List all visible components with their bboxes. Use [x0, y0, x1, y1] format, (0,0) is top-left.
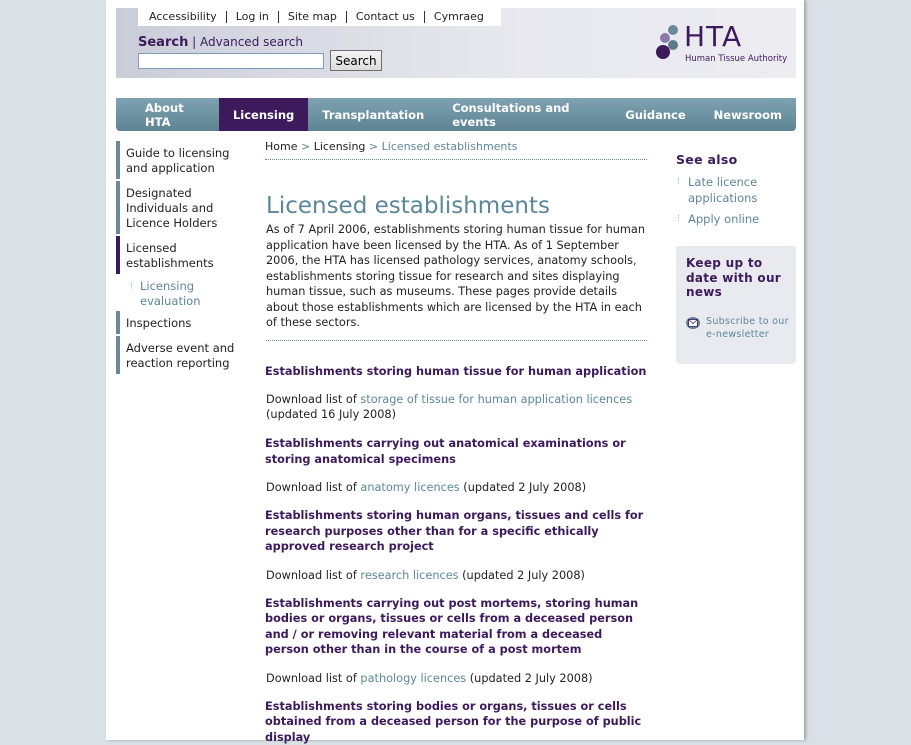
see-also-late-licence[interactable]: [676, 174, 796, 206]
hta-logo[interactable]: [654, 22, 794, 68]
nav-transplantation[interactable]: Transplantation: [308, 98, 438, 131]
login-link[interactable]: Log in: [226, 11, 278, 23]
see-also-link-label: Late licence applications: [688, 175, 757, 205]
breadcrumb-licensing[interactable]: Licensing: [314, 140, 366, 153]
see-also-link-label: Apply online: [688, 212, 759, 226]
section-heading: Establishments storing bodies or organs, tissues or cells obtained from a deceased person for the purpose of public display: [265, 699, 647, 745]
nav-about[interactable]: About HTA: [116, 98, 219, 131]
section-research: [265, 508, 647, 583]
download-line: [266, 392, 647, 422]
sidebar-item-inspections[interactable]: Inspections: [116, 311, 236, 334]
intro-text: As of 7 April 2006, establishments storing human tissue for human application have been licensed by the HTA. As of 1 September 2006, the HTA has licensed pathology services, anatomy schools, establishments storing tissue for research and sites displaying human tissue, such as museums. These pages provide details about those establishments which are licensed by the HTA in each of these sectors.: [266, 222, 647, 341]
search-divider: |: [192, 35, 196, 49]
download-link[interactable]: anatomy licences: [360, 481, 459, 494]
download-line: [266, 568, 647, 583]
sidebar-item-adverse[interactable]: Adverse event and reaction reporting: [116, 336, 236, 374]
advanced-search-link[interactable]: Advanced search: [200, 35, 303, 49]
download-prefix: Download list of: [266, 569, 357, 582]
sidebar-item-designated[interactable]: Designated Individuals and Licence Holders: [116, 181, 236, 234]
see-also-apply-online[interactable]: [676, 211, 796, 227]
download-line: [266, 480, 647, 495]
newsletter-box: [676, 246, 796, 364]
sidebar-subitem-label: Licensing evaluation: [140, 279, 201, 308]
nav-licensing[interactable]: Licensing: [219, 98, 308, 131]
hta-logo-icon: [654, 23, 682, 63]
download-link[interactable]: pathology licences: [360, 672, 466, 685]
download-prefix: Download list of: [266, 393, 357, 406]
see-also-title: See also: [676, 152, 796, 167]
nav-guidance[interactable]: Guidance: [611, 98, 699, 131]
search-button[interactable]: Search: [330, 50, 382, 71]
updated-date: (updated 2 July 2008): [470, 672, 593, 685]
nav-newsroom[interactable]: Newsroom: [700, 98, 796, 131]
subscribe-label: Subscribe to our e-newsletter: [706, 315, 791, 341]
bullet-icon: ⁝: [130, 280, 133, 295]
breadcrumb-home[interactable]: Home: [265, 140, 297, 153]
main-navigation: [116, 98, 796, 131]
search-input[interactable]: [138, 53, 324, 69]
breadcrumb-separator: >: [301, 140, 310, 153]
updated-date: (updated 2 July 2008): [463, 481, 586, 494]
search-label: [138, 35, 303, 50]
section-heading: Establishments storing human tissue for human application: [265, 364, 647, 380]
section-sidebar: [116, 141, 236, 376]
download-prefix: Download list of: [266, 672, 357, 685]
logo-name: HTA: [684, 22, 742, 52]
download-line: [266, 671, 647, 686]
updated-date: (updated 2 July 2008): [462, 569, 585, 582]
section-human-application: [265, 364, 647, 423]
download-prefix: Download list of: [266, 481, 357, 494]
accessibility-link[interactable]: Accessibility: [140, 11, 226, 23]
sidebar-item-guide[interactable]: Guide to licensing and application: [116, 141, 236, 179]
search-heading: Search: [138, 35, 188, 50]
section-anatomy: [265, 436, 647, 495]
breadcrumb-current: Licensed establishments: [382, 140, 518, 153]
breadcrumb: [265, 140, 647, 160]
newsletter-title: Keep up to date with our news: [686, 256, 788, 300]
contact-link[interactable]: Contact us: [346, 11, 424, 23]
header: [116, 8, 796, 78]
section-heading: Establishments carrying out anatomical examinations or storing anatomical specimens: [265, 436, 647, 467]
breadcrumb-separator: >: [369, 140, 378, 153]
bullet-icon: ⁝: [677, 174, 680, 190]
section-pathology: [265, 596, 647, 686]
updated-date: (updated 16 July 2008): [266, 408, 396, 421]
page: [106, 0, 804, 740]
section-heading: Establishments carrying out post mortems, storing human bodies or organs, tissues or cells from a deceased person and / or removing relevant material from a deceased person other than in the course of a post mortem: [265, 596, 647, 658]
nav-consultations[interactable]: Consultations and events: [438, 98, 611, 131]
utility-links: [138, 8, 501, 26]
logo-subtitle: Human Tissue Authority: [685, 54, 787, 64]
sidebar-item-licensed[interactable]: Licensed establishments: [116, 236, 236, 274]
section-public-display: [265, 699, 647, 745]
sidebar-subitem-evaluation[interactable]: [116, 276, 236, 311]
section-heading: Establishments storing human organs, tissues and cells for research purposes other than for a specific ethically approved research project: [265, 508, 647, 555]
main-content: [265, 140, 647, 745]
sitemap-link[interactable]: Site map: [278, 11, 346, 23]
page-title: Licensed establishments: [266, 193, 647, 219]
cymraeg-link[interactable]: Cymraeg: [424, 11, 493, 23]
right-sidebar: [676, 152, 796, 232]
envelope-icon: [686, 317, 700, 329]
download-link[interactable]: storage of tissue for human application licences: [360, 393, 632, 406]
see-also: [676, 152, 796, 227]
bullet-icon: ⁝: [677, 211, 680, 227]
download-link[interactable]: research licences: [360, 569, 458, 582]
